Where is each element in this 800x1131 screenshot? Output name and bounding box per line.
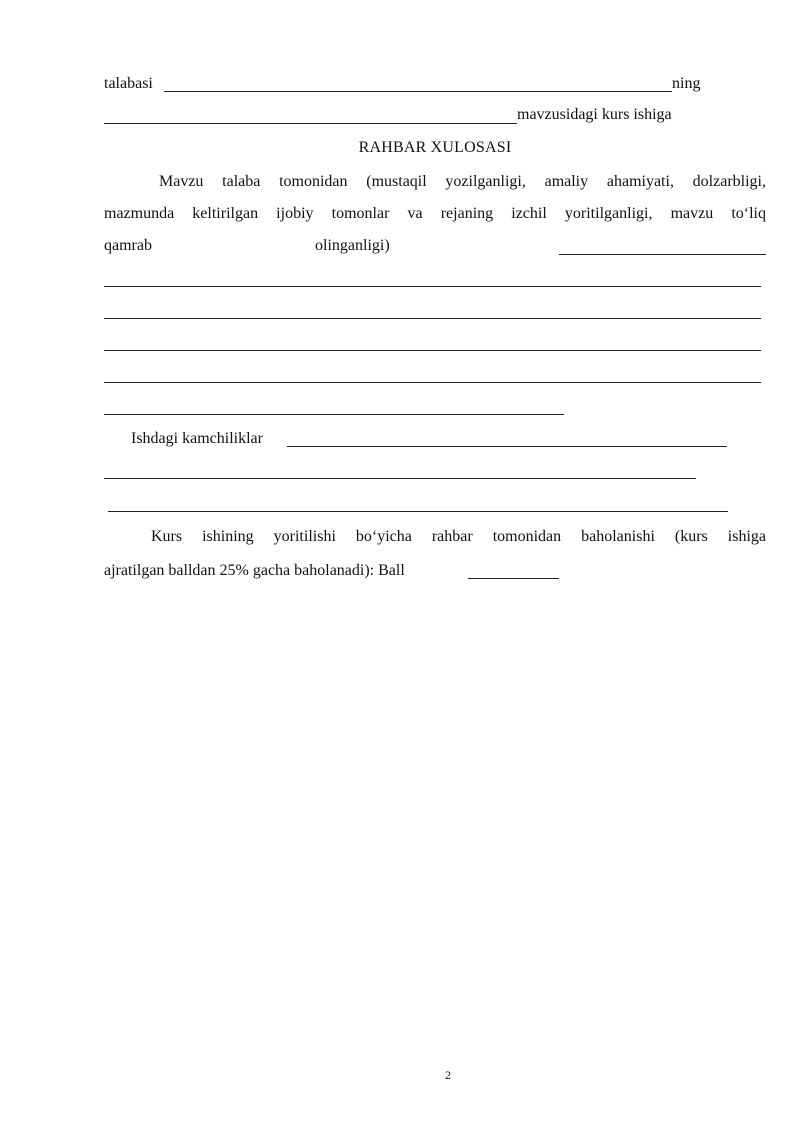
topic-line[interactable] [104,123,517,124]
grading-line-1: Kurs ishining yoritilishi bo‘yicha rahbar tomonidan baholanishi (kurs ishiga [151,528,766,545]
conclusion-word-qamrab: qamrab [104,237,152,254]
shortcomings-answer-line[interactable] [287,446,727,447]
conclusion-answer-line[interactable] [104,382,761,383]
conclusion-answer-line-inline[interactable] [559,254,766,255]
ball-score-line[interactable] [468,578,559,579]
conclusion-answer-line[interactable] [104,414,564,415]
shortcomings-answer-line[interactable] [104,478,696,479]
conclusion-word-olinganligi: olinganligi) [315,237,390,254]
shortcomings-answer-line[interactable] [108,511,728,512]
conclusion-line-1: Mavzu talaba tomonidan (mustaqil yozilganligi, amaliy ahamiyati, dolzarbligi, [159,173,766,190]
ning-suffix: ning [672,75,701,92]
conclusion-answer-line[interactable] [104,286,761,287]
student-name-line[interactable] [164,91,672,92]
grading-line-2: ajratilgan balldan 25% gacha baholanadi): Ball [104,562,405,579]
student-label: talabasi [104,75,153,92]
conclusion-answer-line[interactable] [104,350,761,351]
conclusion-answer-line[interactable] [104,318,761,319]
page-title: RAHBAR XULOSASI [358,139,512,156]
topic-suffix: mavzusidagi kurs ishiga [517,106,672,123]
page-number: 2 [445,1068,451,1082]
shortcomings-label: Ishdagi kamchiliklar [131,430,263,447]
conclusion-line-2: mazmunda keltirilgan ijobiy tomonlar va rejaning izchil yoritilganligi, mavzu to‘liq [104,205,766,222]
